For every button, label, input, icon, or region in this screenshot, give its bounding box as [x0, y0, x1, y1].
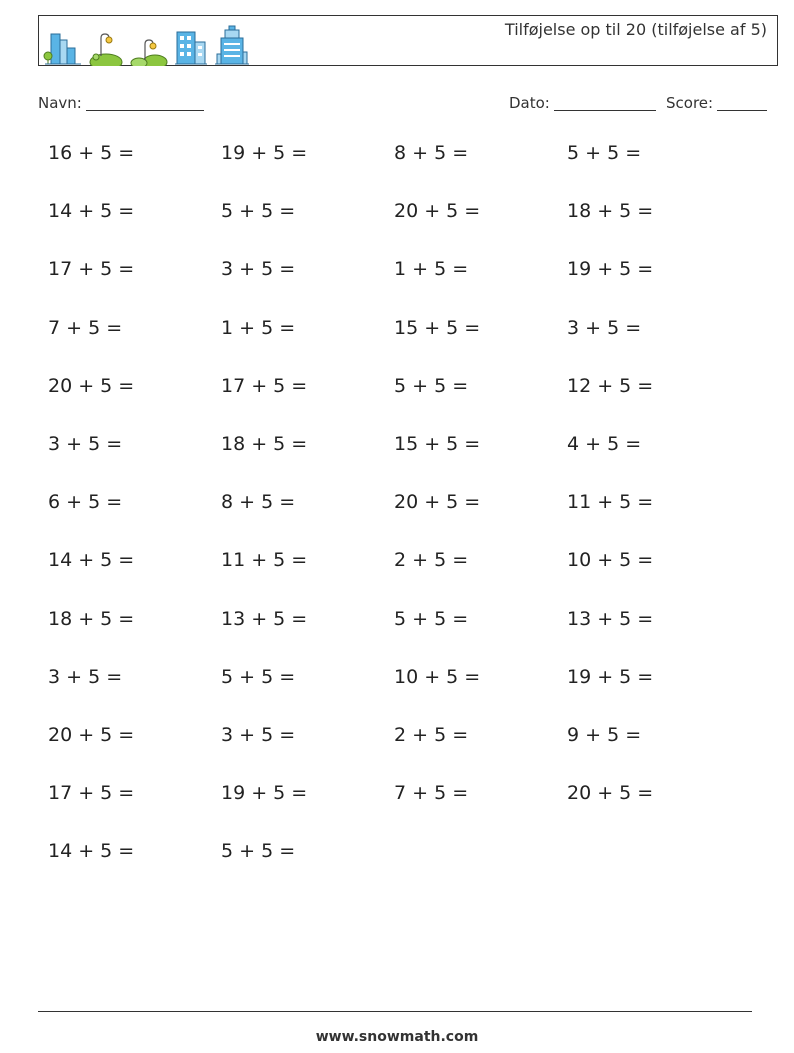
score-field [666, 94, 767, 112]
problem-item: 15 + 5 = [394, 316, 481, 339]
problem-item: 17 + 5 = [48, 258, 135, 281]
problem-item: 10 + 5 = [394, 665, 481, 688]
park-lamp-icon [129, 30, 169, 66]
name-blank[interactable] [86, 94, 204, 111]
problem-item: 20 + 5 = [48, 374, 135, 397]
worksheet-title: Tilføjelse op til 20 (tilføjelse af 5) [504, 20, 767, 39]
problem-item: 12 + 5 = [567, 374, 654, 397]
problem-item: 20 + 5 = [48, 724, 135, 746]
problem-item: 17 + 5 = [48, 782, 135, 805]
problem-item: 14 + 5 = [48, 840, 135, 863]
name-field [38, 94, 204, 112]
date-field [509, 94, 656, 112]
problem-item: 2 + 5 = [394, 549, 469, 572]
problem-item: 19 + 5 = [221, 142, 308, 164]
problem-item: 11 + 5 = [221, 549, 308, 572]
problem-item: 10 + 5 = [567, 549, 654, 572]
problem-item: 5 + 5 = [394, 607, 469, 630]
problem-item: 3 + 5 = [48, 665, 123, 688]
problem-item: 2 + 5 = [394, 724, 469, 746]
footer-divider [38, 1011, 752, 1012]
problem-item: 20 + 5 = [567, 782, 654, 805]
problem-item: 5 + 5 = [567, 142, 642, 164]
problem-item: 18 + 5 = [221, 433, 308, 455]
problem-item: 19 + 5 = [567, 665, 654, 688]
date-label: Dato: [509, 94, 550, 112]
problem-item: 13 + 5 = [567, 607, 654, 630]
office-buildings-icon [43, 30, 83, 66]
apartment-building-icon [173, 26, 209, 66]
problem-item: 11 + 5 = [567, 491, 654, 514]
problem-item: 5 + 5 = [221, 840, 296, 863]
skyscraper-icon [213, 24, 251, 66]
problem-item: 20 + 5 = [394, 491, 481, 514]
problem-item: 14 + 5 = [48, 200, 135, 223]
problem-item: 3 + 5 = [48, 433, 123, 455]
problem-item: 1 + 5 = [394, 258, 469, 281]
problem-item: 3 + 5 = [221, 724, 296, 746]
score-blank[interactable] [717, 94, 767, 111]
problem-item: 3 + 5 = [567, 316, 642, 339]
problem-item: 16 + 5 = [48, 142, 135, 164]
problem-item: 15 + 5 = [394, 433, 481, 455]
score-label: Score: [666, 94, 714, 112]
problem-item: 3 + 5 = [221, 258, 296, 281]
problem-item: 18 + 5 = [567, 200, 654, 223]
footer-url: www.snowmath.com [315, 1029, 479, 1045]
problem-item: 14 + 5 = [48, 549, 135, 572]
problem-item: 18 + 5 = [48, 607, 135, 630]
problem-item: 4 + 5 = [567, 433, 642, 455]
problem-item: 5 + 5 = [394, 374, 469, 397]
problem-item: 17 + 5 = [221, 374, 308, 397]
date-blank[interactable] [554, 94, 656, 111]
problem-item: 19 + 5 = [221, 782, 308, 805]
problem-item: 19 + 5 = [567, 258, 654, 281]
problem-item: 20 + 5 = [394, 200, 481, 223]
problem-item: 13 + 5 = [221, 607, 308, 630]
problem-item: 5 + 5 = [221, 665, 296, 688]
worksheet-header [38, 15, 778, 66]
problem-item: 6 + 5 = [48, 491, 123, 514]
problem-item: 8 + 5 = [221, 491, 296, 514]
park-lamp-icon [87, 30, 125, 66]
name-label: Navn: [38, 94, 82, 112]
problem-item: 8 + 5 = [394, 142, 469, 164]
problem-item: 5 + 5 = [221, 200, 296, 223]
header-icons [43, 22, 251, 66]
problem-item: 7 + 5 = [48, 316, 123, 339]
problem-item: 7 + 5 = [394, 782, 469, 805]
problem-item: 1 + 5 = [221, 316, 296, 339]
problem-item: 9 + 5 = [567, 724, 642, 746]
